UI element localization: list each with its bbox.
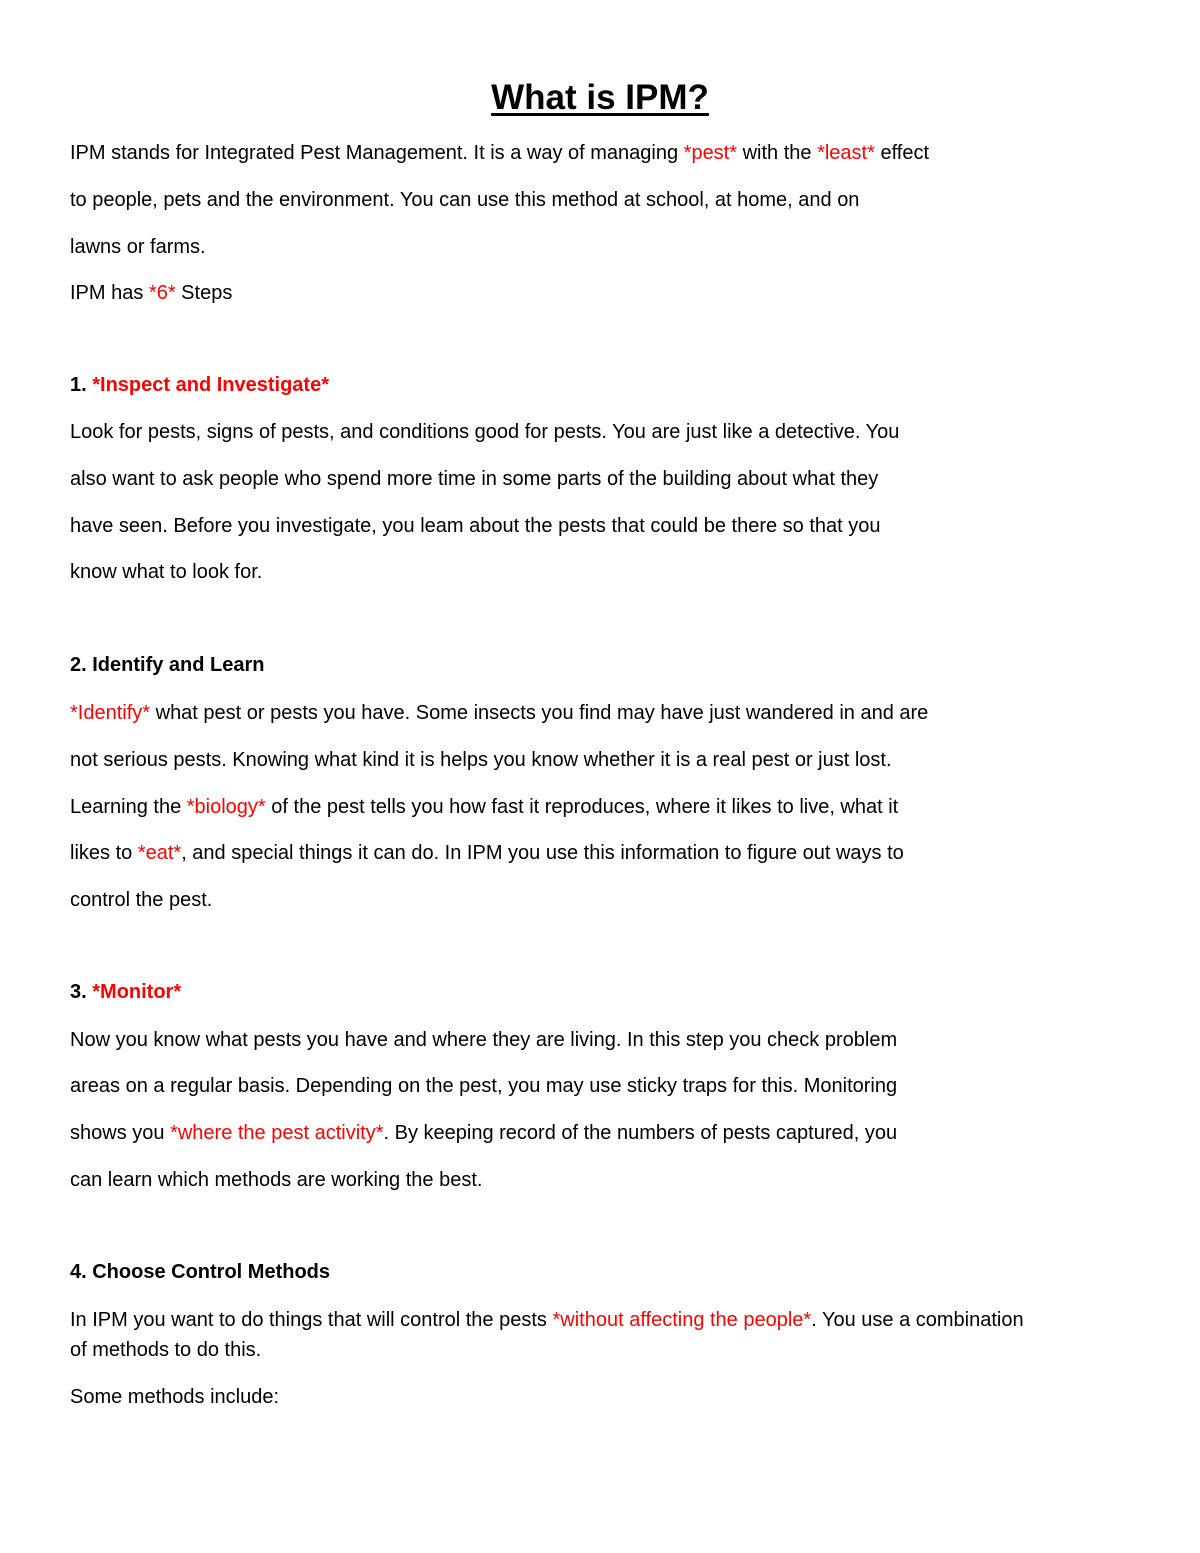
- step-3-text: . By keeping record of the numbers of pests captured, you: [383, 1122, 898, 1144]
- step-2-text: Learning the: [70, 796, 187, 818]
- step-2-line-2: not serious pests. Knowing what kind it is helps you know whether it is a real pest or just lost.: [70, 749, 892, 771]
- step-3-line-3: [70, 1119, 897, 1147]
- intro-line-4: [70, 279, 232, 307]
- step-1-label: *Inspect and Investigate*: [92, 374, 329, 396]
- page-title: What is IPM?: [491, 78, 709, 117]
- intro-line-2: to people, pets and the environment. You can use this method at school, at home, and on: [70, 189, 860, 211]
- step-2-text: what pest or pests you have. Some insects you find may have just wandered in and are: [150, 702, 929, 724]
- step-2-text: , and special things it can do. In IPM you use this information to figure out ways to: [181, 842, 904, 864]
- step-2-text: of the pest tells you how fast it reproduces, where it likes to live, what it: [265, 796, 899, 818]
- step-4-line-3: Some methods include:: [70, 1386, 280, 1408]
- highlight-pest-activity: *where the pest activity*: [170, 1122, 384, 1144]
- step-4-line-2: of methods to do this.: [70, 1339, 262, 1361]
- highlight-biology: *biology*: [186, 796, 266, 818]
- intro-text: IPM stands for Integrated Pest Management. It is a way of managing: [70, 142, 684, 164]
- highlight-eat: *eat*: [137, 842, 182, 864]
- step-4-text: . You use a combination: [811, 1309, 1024, 1331]
- intro-line-1: [70, 139, 929, 167]
- intro-text: with the: [737, 142, 818, 164]
- highlight-least: *least*: [817, 142, 875, 164]
- step-2-line-5: control the pest.: [70, 889, 213, 911]
- step-2-line-3: [70, 793, 898, 821]
- step-3-line-4: can learn which methods are working the best.: [70, 1169, 483, 1191]
- intro-text: Steps: [175, 282, 233, 304]
- highlight-identify: *Identify*: [70, 702, 151, 724]
- step-4-line-1: [70, 1306, 1024, 1334]
- highlight-without-affecting: *without affecting the people*: [552, 1309, 812, 1331]
- highlight-pest: *pest*: [683, 142, 738, 164]
- intro-text: IPM has: [70, 282, 149, 304]
- step-3-heading: [70, 978, 181, 1006]
- step-number: 1.: [70, 374, 93, 396]
- step-2-heading: 2. Identify and Learn: [70, 654, 265, 676]
- step-1-line: Look for pests, signs of pests, and conditions good for pests. You are just like a detective. You: [70, 421, 900, 443]
- step-1-heading: [70, 371, 329, 399]
- step-4-heading: 4. Choose Control Methods: [70, 1261, 330, 1283]
- step-2-line-4: [70, 839, 904, 867]
- intro-line-3: lawns or farms.: [70, 236, 206, 258]
- step-3-label: *Monitor*: [92, 981, 182, 1003]
- step-1-line: have seen. Before you investigate, you leam about the pests that could be there so that you: [70, 515, 881, 537]
- step-1-line: also want to ask people who spend more time in some parts of the building about what they: [70, 468, 879, 490]
- step-1-line: know what to look for.: [70, 561, 263, 583]
- step-3-line-2: areas on a regular basis. Depending on the pest, you may use sticky traps for this. Monitoring: [70, 1075, 898, 1097]
- step-number: 3.: [70, 981, 93, 1003]
- step-2-text: likes to: [70, 842, 138, 864]
- intro-text: effect: [874, 142, 930, 164]
- step-4-text: In IPM you want to do things that will control the pests: [70, 1309, 553, 1331]
- step-3-text: shows you: [70, 1122, 171, 1144]
- step-3-line-1: Now you know what pests you have and where they are living. In this step you check problem: [70, 1029, 898, 1051]
- highlight-six: *6*: [148, 282, 176, 304]
- step-2-line-1: [70, 699, 928, 727]
